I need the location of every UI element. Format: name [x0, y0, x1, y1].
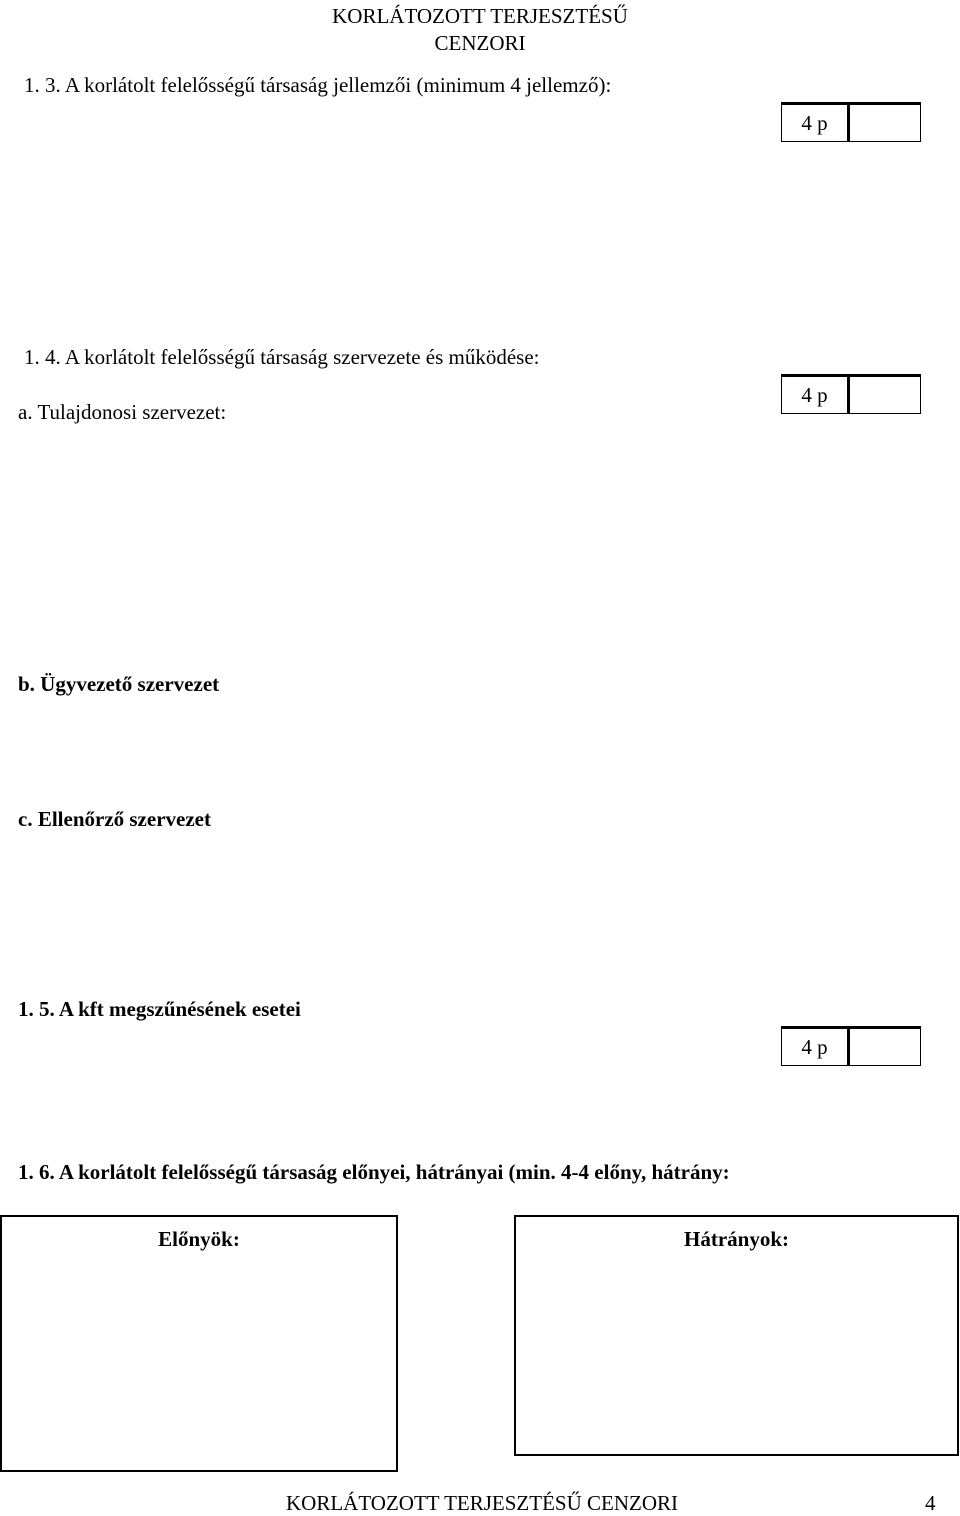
question-1-4-text: 1. 4. A korlátolt felelősségű társaság szervezete és működése:	[24, 345, 540, 369]
score-entry-field[interactable]	[853, 105, 920, 141]
header-line-2: CENZORI	[434, 31, 526, 55]
score-box-1-3	[781, 102, 921, 142]
question-1-4-sub-b: b. Ügyvezető szervezet	[18, 672, 220, 696]
question-1-5-text: 1. 5. A kft megszűnésének esetei	[18, 997, 301, 1021]
score-label: 4 p	[782, 1029, 850, 1065]
question-1-4-sub-c: c. Ellenőrző szervezet	[18, 807, 211, 831]
footer-text: KORLÁTOZOTT TERJESZTÉSŰ CENZORI	[286, 1491, 678, 1515]
question-1-4-sub-a: a. Tulajdonosi szervezet:	[18, 400, 227, 424]
score-label: 4 p	[782, 105, 850, 141]
header-line-1: KORLÁTOZOTT TERJESZTÉSŰ	[332, 4, 628, 28]
page-number: 4	[925, 1491, 936, 1515]
advantages-title: Előnyök:	[158, 1227, 240, 1251]
score-box-1-4	[781, 374, 921, 414]
score-entry-field[interactable]	[853, 1029, 920, 1065]
score-entry-field[interactable]	[853, 377, 920, 413]
disadvantages-box[interactable]	[514, 1215, 959, 1456]
advantages-box[interactable]	[0, 1215, 398, 1472]
question-1-3-text: 1. 3. A korlátolt felelősségű társaság jellemzői (minimum 4 jellemző):	[24, 73, 612, 97]
score-box-1-5	[781, 1026, 921, 1066]
disadvantages-title: Hátrányok:	[684, 1227, 789, 1251]
score-label: 4 p	[782, 377, 850, 413]
question-1-6-text: 1. 6. A korlátolt felelősségű társaság előnyei, hátrányai (min. 4-4 előny, hátrány:	[18, 1160, 730, 1184]
